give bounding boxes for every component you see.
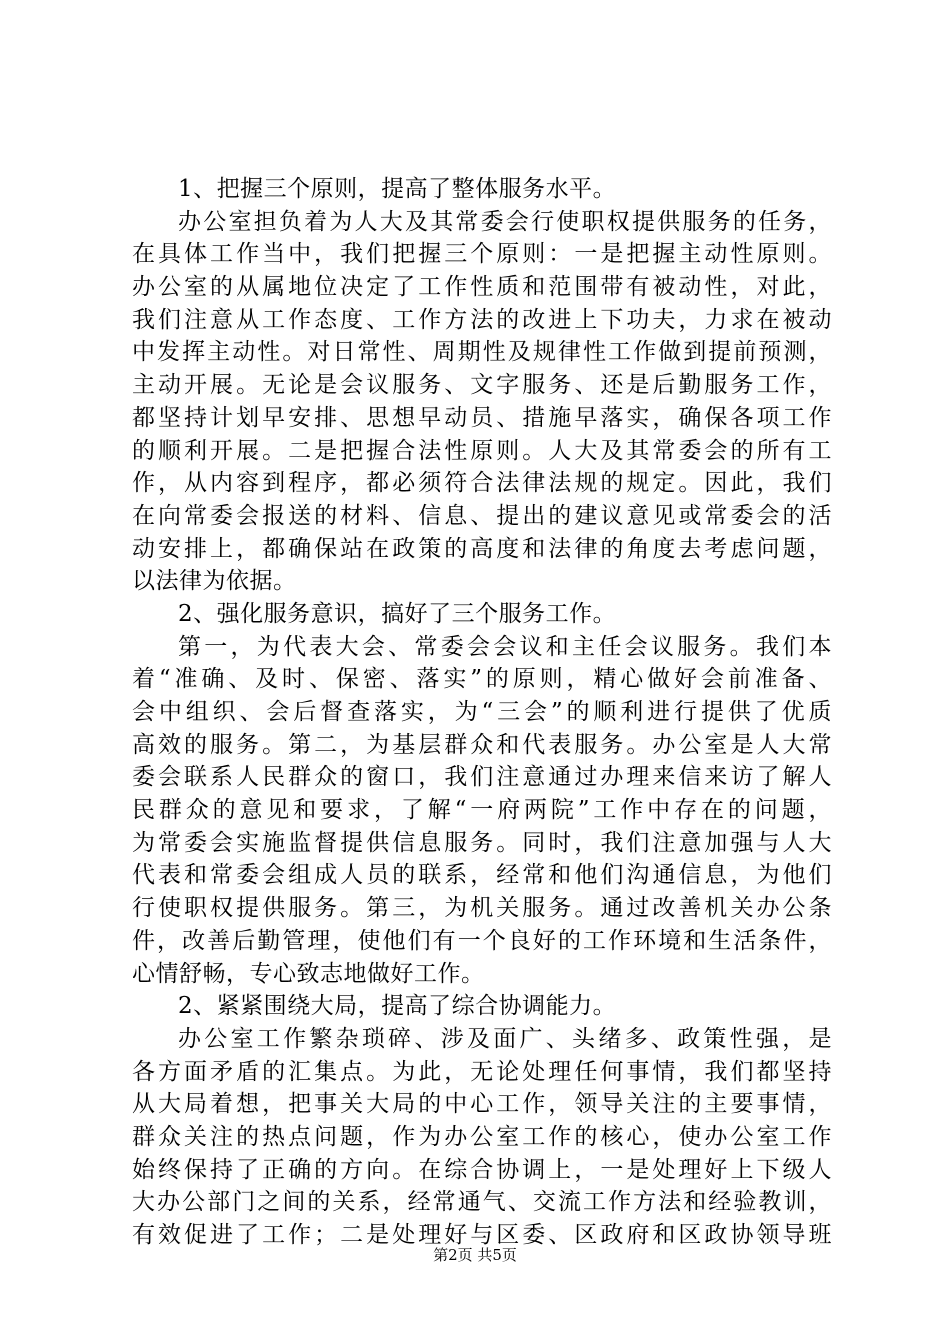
- text-line: 代表和常委会组成人员的联系，经常和他们沟通信息，为他们: [132, 862, 832, 889]
- text-line: 2、紧紧围绕大局，提高了综合协调能力。: [178, 993, 617, 1020]
- text-line: 以法律为依据。: [132, 568, 297, 595]
- text-line: 都坚持计划早安排、思想早动员、措施早落实，确保各项工作: [132, 404, 832, 431]
- text-line: 从大局着想，把事关大局的中心工作，领导关注的主要事情，: [132, 1091, 832, 1118]
- text-line: 各方面矛盾的汇集点。为此，无论处理任何事情，我们都坚持: [132, 1058, 832, 1085]
- text-line: 主动开展。无论是会议服务、文字服务、还是后勤服务工作，: [132, 372, 832, 399]
- text-line: 办公室的从属地位决定了工作性质和范围带有被动性，对此，: [132, 274, 832, 301]
- text-line: 委会联系人民群众的窗口，我们注意通过办理来信来访了解人: [132, 764, 832, 791]
- text-line: 行使职权提供服务。第三，为机关服务。通过改善机关办公条: [132, 895, 832, 922]
- text-line: 动安排上，都确保站在政策的高度和法律的角度去考虑问题，: [132, 535, 832, 562]
- text-line: 在向常委会报送的材料、信息、提出的建议意见或常委会的活: [132, 502, 832, 529]
- text-line: 办公室工作繁杂琐碎、涉及面广、头绪多、政策性强，是: [178, 1025, 832, 1052]
- text-line: 会中组织、会后督查落实，为“三会”的顺利进行提供了优质: [132, 699, 832, 725]
- text-line: 中发挥主动性。对日常性、周期性及规律性工作做到提前预测，: [132, 339, 832, 366]
- text-line: 在具体工作当中，我们把握三个原则：一是把握主动性原则。: [132, 241, 832, 268]
- text-line: 始终保持了正确的方向。在综合协调上，一是处理好上下级人: [132, 1156, 832, 1183]
- text-line: 民群众的意见和要求，了解“一府两院”工作中存在的问题，: [132, 797, 832, 824]
- text-line: 大办公部门之间的关系，经常通气、交流工作方法和经验教训，: [132, 1189, 832, 1216]
- text-line: 1、把握三个原则，提高了整体服务水平。: [178, 176, 617, 202]
- text-line: 着“准确、及时、保密、落实”的原则，精心做好会前准备、: [132, 666, 832, 693]
- text-line: 为常委会实施监督提供信息服务。同时，我们注意加强与人大: [132, 829, 832, 856]
- page-footer: 第2页 共5页: [433, 1246, 517, 1264]
- text-line: 有效促进了工作；二是处理好与区委、区政府和区政协领导班: [132, 1222, 832, 1248]
- text-line: 2、强化服务意识，搞好了三个服务工作。: [178, 600, 617, 627]
- text-line: 群众关注的热点问题，作为办公室工作的核心，使办公室工作: [132, 1123, 832, 1150]
- text-line: 第一，为代表大会、常委会会议和主任会议服务。我们本: [178, 633, 832, 660]
- text-line: 高效的服务。第二，为基层群众和代表服务。办公室是人大常: [132, 731, 832, 758]
- document-body: [132, 173, 832, 1252]
- text-line: 的顺利开展。二是把握合法性原则。人大及其常委会的所有工: [132, 437, 832, 464]
- text-line: 办公室担负着为人大及其常委会行使职权提供服务的任务，: [178, 208, 832, 235]
- text-line: 心情舒畅，专心致志地做好工作。: [132, 960, 485, 987]
- text-line: 件，改善后勤管理，使他们有一个良好的工作环境和生活条件，: [132, 927, 832, 954]
- text-line: 我们注意从工作态度、工作方法的改进上下功夫，力求在被动: [132, 306, 832, 333]
- text-line: 作，从内容到程序，都必须符合法律法规的规定。因此，我们: [132, 470, 832, 497]
